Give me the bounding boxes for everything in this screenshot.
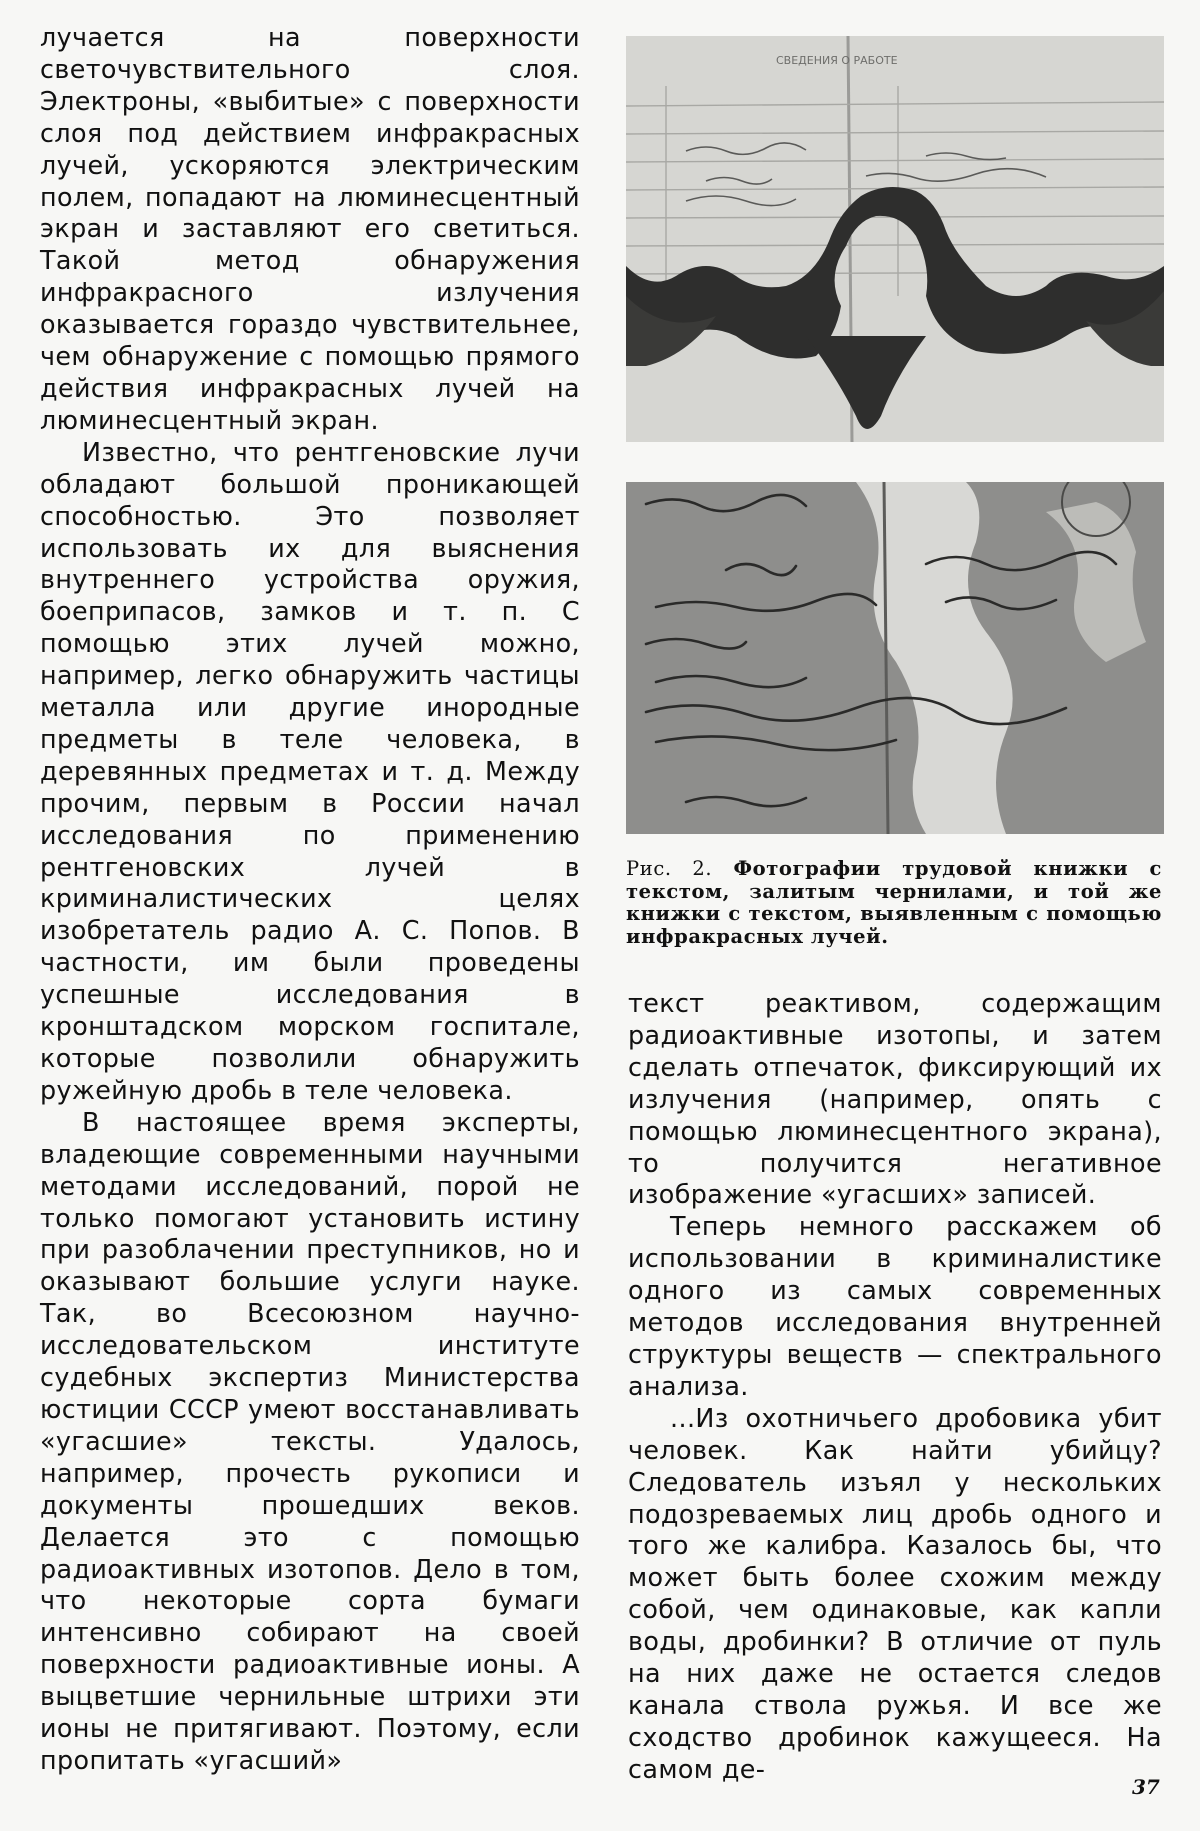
caption-label: Рис. 2. [626,857,713,880]
photo-revealed-text [626,482,1164,834]
paragraph: ...Из охотничьего дробовика убит человек. Как найти убийцу? Следователь изъял у нескольких подозреваемых лиц дробь одного и того же калибра. Казалось бы, что может быть более схожим между собой, чем одинаковые, как капли воды, дробинки? В отличие от пуль на них даже не остается следов канала ствола ружья. И все же сходство дробинок кажущееся. На самом де- [628,1402,1162,1784]
page-number: 37 [1132,1775,1160,1799]
right-text-column [628,988,1162,1786]
paragraph: Известно, что рентгеновские лучи обладают большой проникающей способностью. Это позволяет использовать их для выяснения внутреннего устройства оружия, боеприпасов, замков и т. п. С помощью этих лучей можно, например, легко обнаружить частицы металла или другие инородные предметы в теле человека, в деревянных предметах и т. д. Между прочим, первым в России начал исследования по применению рентгеновских лучей в криминалистических целях изобретатель радио А. С. Попов. В частности, им были проведены успешные исследования в кронштадском морском госпитале, которые позволили обнаружить ружейную дробь в теле человека. [40,436,580,1105]
left-text-column [40,22,580,1777]
top-photo-header: СВЕДЕНИЯ О РАБОТЕ [776,54,898,67]
paragraph: лучается на поверхности светочувствительного слоя. Электроны, «выбитые» с поверхности слоя под действием инфракрасных лучей, ускоряются электрическим полем, попадают на люминесцентный экран и заставляют его светиться. Такой метод обнаружения инфракрасного излучения оказывается гораздо чувствительнее, чем обнаружение с помощью прямого действия инфракрасных лучей на люминесцентный экран. [40,22,580,435]
paragraph: текст реактивом, содержащим радиоактивные изотопы, и затем сделать отпечаток, фиксирующий их излучения (например, опять с помощью люминесцентного экрана), то получится негативное изображение «угасших» записей. [628,988,1162,1210]
caption-text: Фотографии трудовой книжки с текстом, залитым чернилами, и той же книжки с текстом, выявленным с помощью инфракрасных лучей. [626,857,1162,948]
paragraph: В настоящее время эксперты, владеющие современными научными методами исследований, порой не только помогают установить истину при разоблачении преступников, но и оказывают большие услуги науке. Так, во Всесоюзном научно-исследовательском институте судебных экспертиз Министерства юстиции СССР умеют восстанавливать «угасшие» тексты. Удалось, например, прочесть рукописи и документы прошедших веков. Делается это с помощью радиоактивных изотопов. Дело в том, что некоторые сорта бумаги интенсивно собирают на своей поверхности радиоактивные ионы. А выцветшие чернильные штрихи эти ионы не притягивают. Поэтому, если пропитать «угасший» [40,1106,580,1775]
figure-caption [626,858,1162,948]
photo-ink-flooded-workbook [626,36,1164,442]
paragraph: Теперь немного расскажем об использовании в криминалистике одного из самых современных методов исследования внутренней структуры веществ — спектрального анализа. [628,1211,1162,1401]
